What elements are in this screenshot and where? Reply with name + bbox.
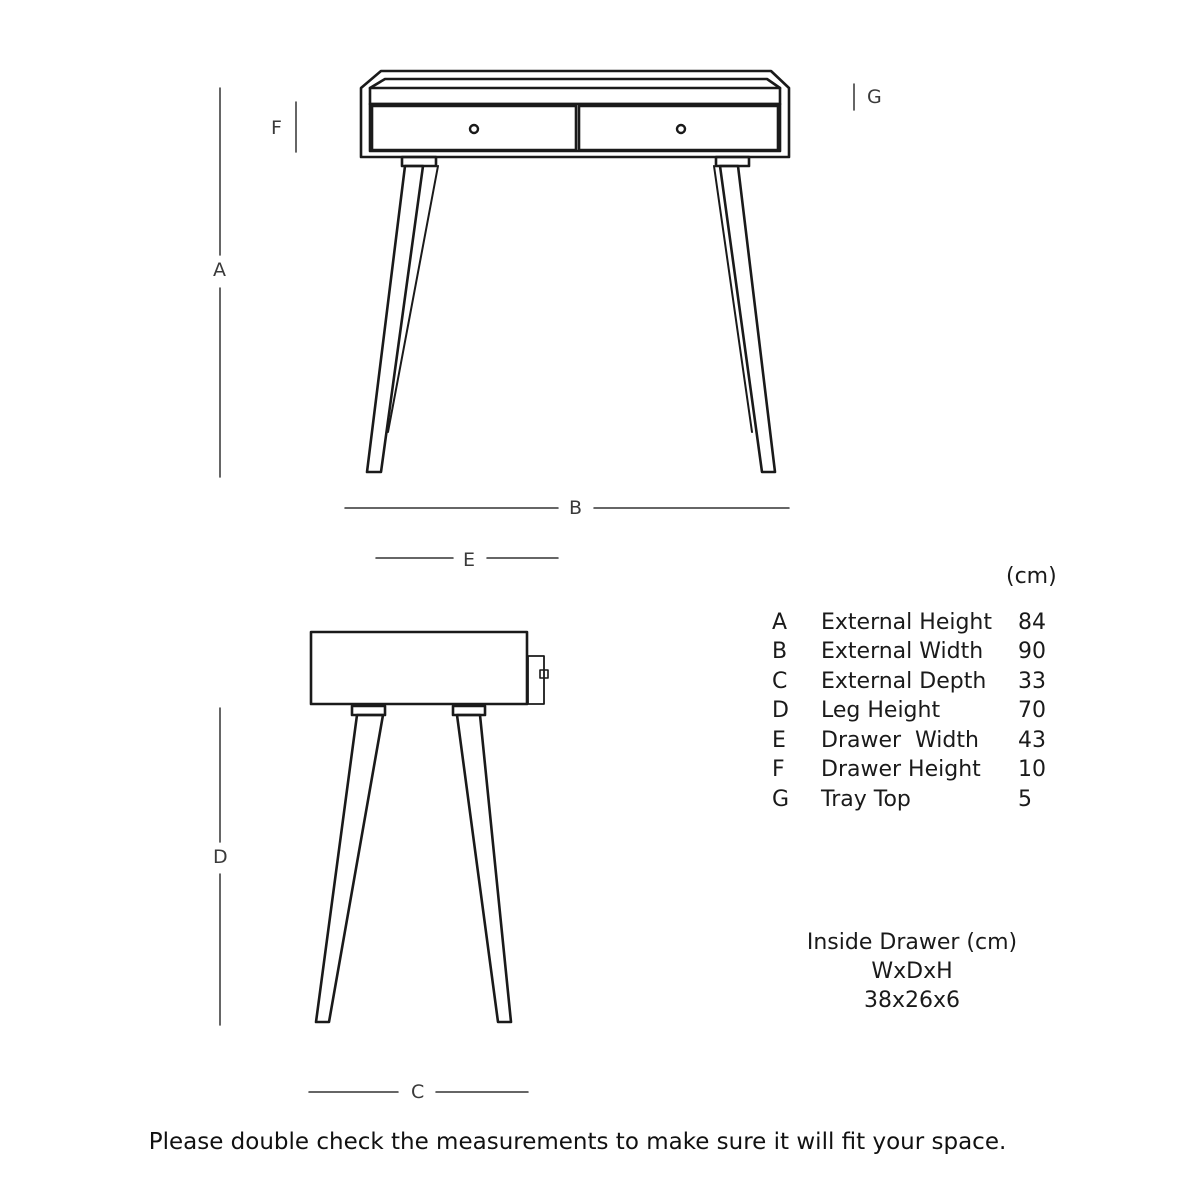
- spec-value: 5: [1018, 787, 1032, 812]
- spec-name: Drawer Height: [821, 757, 981, 782]
- front-view: [361, 71, 789, 472]
- inside-drawer-title: Inside Drawer (cm): [806, 930, 1018, 955]
- drawer-knob-left: [470, 125, 478, 133]
- front-tray-inner: [370, 79, 780, 104]
- spec-letter: A: [772, 610, 788, 635]
- side-leg-block-right: [453, 706, 485, 715]
- dimension-lines: [220, 84, 854, 1092]
- front-leg-block-left: [402, 157, 436, 166]
- spec-value: 33: [1018, 669, 1046, 694]
- side-leg-block-left: [352, 706, 385, 715]
- spec-value: 10: [1018, 757, 1046, 782]
- dim-label-e: E: [463, 549, 476, 571]
- inside-drawer-format: WxDxH: [871, 959, 953, 984]
- front-leg-left-back: [388, 166, 438, 432]
- spec-name: Tray Top: [821, 787, 911, 812]
- spec-name: External Depth: [821, 669, 987, 694]
- inside-drawer-dimensions: [760, 928, 1064, 1015]
- unit-label: (cm): [1006, 564, 1057, 589]
- spec-name: External Width: [821, 639, 984, 664]
- front-leg-left: [367, 166, 423, 472]
- side-view: [311, 632, 548, 1022]
- spec-value: 43: [1018, 728, 1046, 753]
- dim-label-b: B: [569, 497, 583, 519]
- spec-name: External Height: [821, 610, 992, 635]
- dim-label-g: G: [867, 86, 882, 108]
- spec-letter: C: [772, 669, 788, 694]
- front-drawer-left: [372, 106, 576, 150]
- side-knob: [528, 656, 544, 704]
- drawer-knob-right: [677, 125, 685, 133]
- footer-note: Please double check the measurements to make sure it will fit your space.: [148, 1129, 1007, 1155]
- front-drawer-right: [579, 106, 778, 150]
- dim-label-c: C: [411, 1081, 425, 1103]
- front-leg-right-back: [714, 166, 752, 432]
- spec-letter: G: [772, 787, 790, 812]
- spec-letter: E: [772, 728, 786, 753]
- spec-letter: D: [772, 698, 789, 723]
- side-leg-right: [457, 715, 511, 1022]
- spec-name: Leg Height: [821, 698, 941, 723]
- spec-letter: B: [772, 639, 788, 664]
- side-leg-left: [316, 715, 383, 1022]
- dim-label-a: A: [213, 259, 226, 281]
- side-cabinet: [311, 632, 527, 704]
- spec-value: 90: [1018, 639, 1046, 664]
- spec-value: 84: [1018, 610, 1046, 635]
- spec-letter: F: [772, 757, 785, 782]
- spec-value: 70: [1018, 698, 1046, 723]
- front-leg-block-right: [716, 157, 749, 166]
- inside-drawer-size: 38x26x6: [863, 988, 961, 1013]
- spec-name: Drawer Width: [821, 728, 979, 753]
- dim-label-f: F: [271, 117, 282, 139]
- dim-label-d: D: [213, 846, 228, 868]
- front-leg-right: [720, 166, 775, 472]
